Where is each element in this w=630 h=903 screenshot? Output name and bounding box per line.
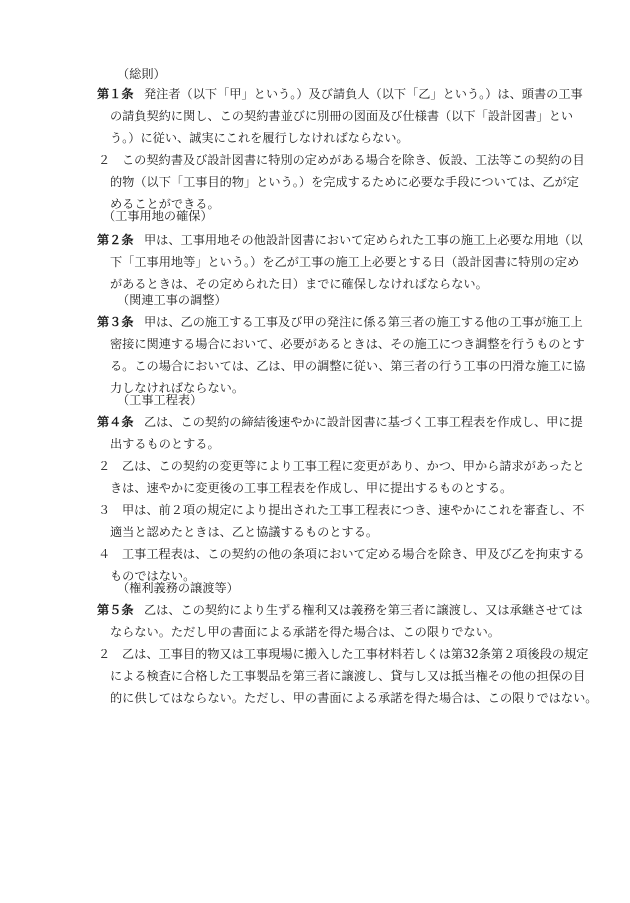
article-2-number: 第２条 — [97, 233, 134, 247]
article-3-text-line: 力しなければならない。 — [110, 381, 245, 395]
article-2-text-line: があるときは、その定められた日）までに確保しなければならない。 — [110, 277, 488, 291]
article-5-heading: （権利義務の譲渡等） — [117, 581, 239, 595]
article-4-text-line: 出するものとする。 — [110, 437, 220, 451]
article-5-text-line: 乙は、この契約により生ずる権利又は義務を第三者に譲渡し、又は承継させては — [144, 603, 583, 617]
article-4-paragraph-2-line: 乙は、この契約の変更等により工事工程に変更があり、かつ、甲から請求があったと — [122, 459, 585, 473]
article-3-text-line: 密接に関連する場合において、必要があるときは、その施工につき調整を行うものとす — [110, 337, 585, 351]
article-2-text-line: 甲は、工事用地その他設計図書において定められた工事の施工上必要な用地（以 — [144, 233, 583, 247]
article-4-paragraph-4-line: 工事工程表は、この契約の他の条項において定める場合を除き、甲及び乙を拘束する — [122, 547, 585, 561]
article-2-text-line: 下「工事用地等」という。）を乙が工事の施工上必要とする日（設計図書に特別の定め — [110, 255, 580, 269]
article-5-paragraph-2-line: 乙は、工事目的物又は工事現場に搬入した工事材料若しくは第32条第２項後段の規定 — [122, 647, 589, 661]
article-5-number: 第５条 — [97, 603, 134, 617]
article-4-text-line: 乙は、この契約の締結後速やかに設計図書に基づく工事工程表を作成し、甲に提 — [144, 415, 583, 429]
article-1-paragraph-2-line: この契約書及び設計図書に特別の定めがある場合を除き、仮設、工法等この契約の目 — [122, 153, 585, 167]
article-4-paragraph-3-number: ３ — [98, 503, 111, 517]
article-2-heading: （工事用地の確保） — [103, 209, 213, 223]
article-4-number: 第４条 — [97, 415, 134, 429]
article-1-paragraph-2-line: 的物（以下「工事目的物」という。）を完成するために必要な手段については、乙が定 — [110, 175, 579, 189]
article-5-paragraph-2-line: 的に供してはならない。ただし、甲の書面による承諾を得た場合は、この限りではない。 — [110, 691, 598, 705]
article-4-paragraph-4-line: ものではない。 — [110, 569, 196, 583]
article-1-text-line: 発注者（以下「甲」という。）及び請負人（以下「乙」という。）は、頭書の工事 — [144, 87, 583, 101]
article-4-paragraph-2-number: ２ — [98, 459, 111, 473]
article-4-paragraph-2-line: きは、速やかに変更後の工事工程表を作成し、甲に提出するものとする。 — [110, 481, 513, 495]
article-1-number: 第１条 — [97, 87, 134, 101]
article-3-number: 第３条 — [97, 315, 134, 329]
article-3-text-line: 甲は、乙の施工する工事及び甲の発注に係る第三者の施工する他の工事が施工上 — [144, 315, 583, 329]
article-4-paragraph-4-number: ４ — [98, 547, 111, 561]
article-4-paragraph-3-line: 適当と認めたときは、乙と協議するものとする。 — [110, 525, 379, 539]
article-3-text-line: る。この場合においては、乙は、甲の調整に従い、第三者の行う工事の円滑な施工に協 — [110, 359, 586, 373]
article-3-heading: （関連工事の調整） — [117, 293, 227, 307]
article-1-text-line: う。）に従い、誠実にこれを履行しなければならない。 — [110, 131, 409, 145]
article-1-paragraph-2-line: めることができる。 — [110, 197, 220, 211]
article-1-text-line: の請負契約に関し、この契約書並びに別冊の図面及び仕様書（以下「設計図書」とい — [110, 109, 574, 123]
article-5-text-line: ならない。ただし甲の書面による承諾を得た場合は、この限りでない。 — [110, 625, 500, 639]
article-4-heading: （工事工程表） — [117, 393, 203, 407]
article-5-paragraph-2-number: ２ — [98, 647, 111, 661]
article-5-paragraph-2-line: による検査に合格した工事製品を第三者に譲渡し、貸与し又は抵当権その他の担保の目 — [110, 669, 586, 683]
article-1-heading: （総則） — [117, 67, 166, 81]
article-1-paragraph-2-number: ２ — [98, 153, 111, 167]
article-4-paragraph-3-line: 甲は、前２項の規定により提出された工事工程表につき、速やかにこれを審査し、不 — [122, 503, 585, 517]
